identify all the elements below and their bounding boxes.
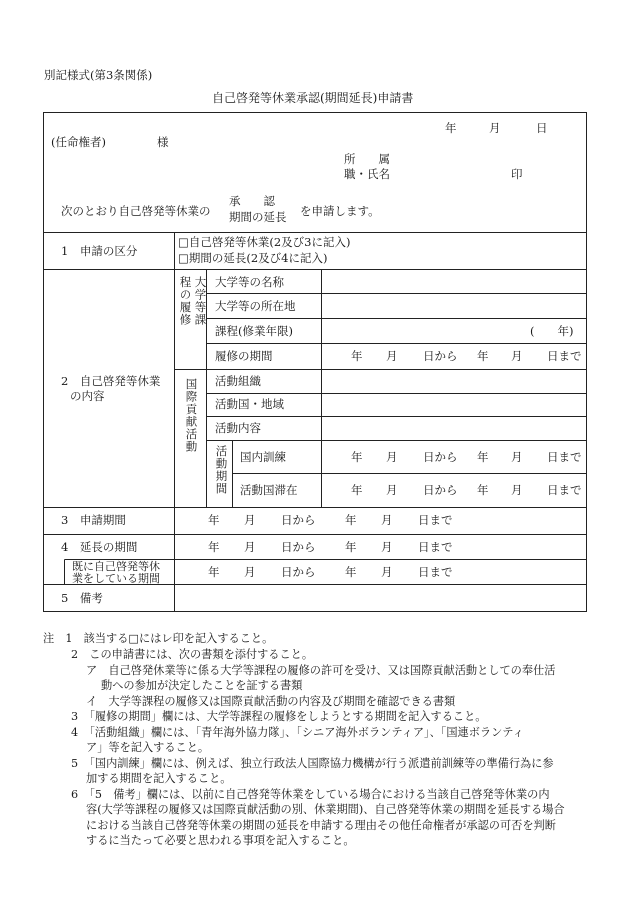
note-line: 4 「活動組織」欄には、「青年海外協力隊」、「シニア海外ボランティア」、「国連ボランティ xyxy=(71,726,524,739)
section2-label-line2: の内容 xyxy=(70,389,105,403)
note-line: 加する期間を記入すること。 xyxy=(86,772,232,785)
note-line: ア」等を記入すること。 xyxy=(86,741,210,754)
note-line: 5 「国内訓練」欄には、例えば、独立行政法人国際協力機構が行う派遣前訓練等の準備行為に参 xyxy=(71,757,554,770)
domestic-training-label: 国内訓練 xyxy=(240,450,286,464)
statement-extension: 期間の延長 xyxy=(229,210,287,224)
existing-leave-label-line1: 既に自己啓発等休 xyxy=(72,560,160,573)
section1-option-extension[interactable]: □期間の延長(2及び4に記入) xyxy=(178,251,328,265)
section3-label: 3 申請期間 xyxy=(61,513,126,527)
section1-label: 1 申請の区分 xyxy=(61,244,138,258)
activity-period-label: 活動期間 xyxy=(214,445,229,495)
study-period-label: 履修の期間 xyxy=(215,349,273,363)
course-label: 課程(修業年限) xyxy=(215,324,293,338)
section5-label: 5 備考 xyxy=(61,591,103,605)
statement-post: を申請します。 xyxy=(300,204,380,218)
overseas-stay-label: 活動国滞在 xyxy=(240,483,298,497)
section1-option-leave[interactable]: □自己啓発等休業(2及び3に記入) xyxy=(178,235,351,249)
note-line: ア 自己啓発休業等に係る大学等課程の履修の許可を受け、又は国際貢献活動としての奉仕活 xyxy=(86,664,556,677)
univ-location-label: 大学等の所在地 xyxy=(215,299,296,313)
form-label: 別記様式(第3条関係) xyxy=(44,68,153,82)
activity-content-label: 活動内容 xyxy=(215,421,261,435)
course-years[interactable]: ( 年) xyxy=(530,324,574,338)
date-year: 年 xyxy=(445,121,457,135)
appointer-label: (任命権者) xyxy=(51,135,106,149)
seal-mark: 印 xyxy=(511,167,523,181)
univ-name-label: 大学等の名称 xyxy=(215,275,284,289)
intl-group-label: 国際貢献活動 xyxy=(184,378,199,453)
note-line: 6 「5 備考」欄には、以前に自己啓発等休業をしている場合における当該自己啓発等休業の内 xyxy=(71,788,550,801)
activity-org-label: 活動組織 xyxy=(215,374,261,388)
note-line: 3 「履修の期間」欄には、大学等課程の履修をしようとする期間を記入すること。 xyxy=(71,710,487,723)
univ-group-col1: 大学等課 xyxy=(193,276,208,326)
note-line: 注 1 該当する□にはレ印を記入すること。 xyxy=(43,632,274,645)
note-line: 2 この申請書には、次の書類を添付すること。 xyxy=(71,648,314,661)
honorific: 様 xyxy=(157,135,169,149)
note-line: における当該自己啓発等休業の期間の延長を申請する理由その他任命権者が承認の可否を判断 xyxy=(86,819,556,832)
statement-approval: 承 認 xyxy=(229,194,275,208)
date-month: 月 xyxy=(489,121,501,135)
date-day: 日 xyxy=(536,121,548,135)
note-line: 容(大学等課程の履修又は国際貢献活動の別、休業期間)、自己啓発等休業の期間を延長する場合 xyxy=(86,803,565,816)
name-label: 職・氏名 xyxy=(344,167,390,181)
note-line: するに当たって必要と思われる事項を記入すること。 xyxy=(86,834,355,847)
affiliation-label: 所 属 xyxy=(344,152,390,166)
note-line: イ 大学等課程の履修又は国際貢献活動の内容及び期間を確認できる書類 xyxy=(86,695,456,708)
form-title: 自己啓発等休業承認(期間延長)申請書 xyxy=(212,91,414,105)
univ-group-col2: 程の履修 xyxy=(178,276,193,326)
remarks-field[interactable] xyxy=(176,586,585,610)
existing-leave-label-line2: 業をしている期間 xyxy=(72,572,160,585)
activity-region-label: 活動国・地域 xyxy=(215,397,284,411)
section2-label-line1: 2 自己啓発等休業 xyxy=(61,374,161,388)
statement-pre: 次のとおり自己啓発等休業の xyxy=(61,204,211,218)
section4-label: 4 延長の期間 xyxy=(61,540,138,554)
note-line: 動への参加が決定したことを証する書類 xyxy=(101,679,303,692)
